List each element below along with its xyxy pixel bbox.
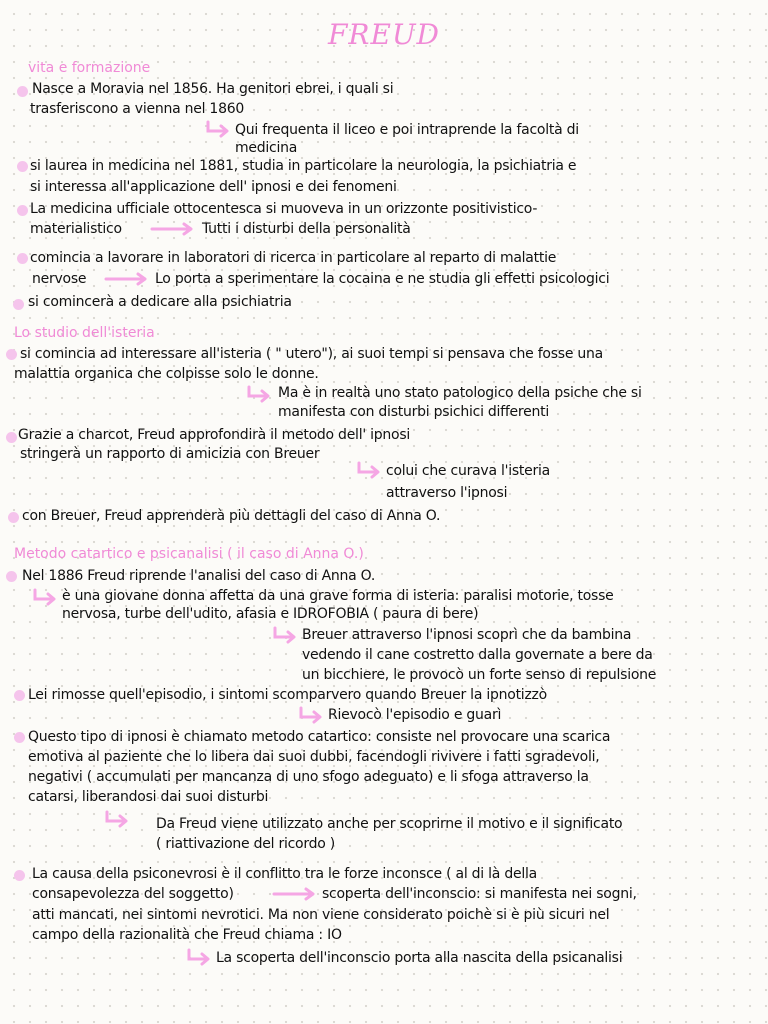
text-line: Qui frequenta il liceo e poi intraprende la facoltà di <box>235 122 579 138</box>
section-heading-vita-formazione: vita e formazione <box>28 60 151 76</box>
bullet-icon <box>17 86 28 97</box>
text-line: malattia organica che colpisse solo le donne. <box>14 366 319 382</box>
bullet-icon <box>13 299 24 310</box>
text-line: nervosa, turbe dell'udito, afasia e IDROFOBIA ( paura di bere) <box>62 606 479 622</box>
text-line: si comincia ad interessare all'isteria ( " utero"), ai suoi tempi si pensava che fosse una <box>20 346 603 362</box>
bullet-icon <box>14 690 25 701</box>
arrow-return-icon <box>246 385 272 403</box>
text-line: catarsi, liberandosi dai suoi disturbi <box>28 789 269 805</box>
text-line: Questo tipo di ipnosi è chiamato metodo catartico: consiste nel provocare una scarica <box>28 729 611 745</box>
bullet-icon <box>17 161 28 172</box>
arrow-return-icon <box>186 948 212 966</box>
bullet-icon <box>6 432 17 443</box>
arrow-return-icon <box>272 626 298 644</box>
arrow-return-icon <box>32 588 58 606</box>
text-line: nervose <box>32 271 87 287</box>
text-line: emotiva al paziente che lo libera dai suoi dubbi, facendogli rivivere i fatti sgradevoli, <box>28 749 600 765</box>
text-line: Lo porta a sperimentare la cocaina e ne studia gli effetti psicologici <box>155 271 610 287</box>
text-line: è una giovane donna affetta da una grave forma di isteria: paralisi motorie, tosse <box>62 588 614 604</box>
text-line: Tutti i disturbi della personalità <box>202 221 411 237</box>
text-line: Rievocò l'episodio e guarì <box>328 707 502 723</box>
text-line: atti mancati, nei sintomi nevrotici. Ma non viene considerato poichè si è più sicuri nel <box>32 907 610 923</box>
section-heading-studio-isteria: Lo studio dell'isteria <box>14 325 155 341</box>
bullet-icon <box>17 253 28 264</box>
arrow-return-icon <box>356 461 382 479</box>
section-heading-metodo-catartico: Metodo catartico e psicanalisi ( il caso di Anna O.) <box>14 546 364 562</box>
text-line: medicina <box>235 140 298 156</box>
arrow-return-icon <box>205 120 231 138</box>
arrow-right-icon <box>104 272 150 286</box>
text-line: comincia a lavorare in laboratori di ricerca in particolare al reparto di malattie <box>30 250 557 266</box>
text-line: scoperta dell'inconscio: si manifesta nei sogni, <box>322 886 637 902</box>
text-line: Grazie a charcot, Freud approfondirà il metodo dell' ipnosi <box>18 427 411 443</box>
text-line: Lei rimosse quell'episodio, i sintomi scomparvero quando Breuer la ipnotizzò <box>28 687 547 703</box>
text-line: si comincerà a dedicare alla psichiatria <box>28 294 292 310</box>
bullet-icon <box>17 205 28 216</box>
text-line: colui che curava l'isteria <box>386 463 550 479</box>
text-line: Ma è in realtà uno stato patologico della psiche che si <box>278 385 642 401</box>
text-line: ( riattivazione del ricordo ) <box>156 836 335 852</box>
bullet-icon <box>14 732 25 743</box>
bullet-icon <box>6 571 17 582</box>
text-line: vedendo il cane costretto dalla governate a bere da <box>302 647 653 663</box>
text-line: Da Freud viene utilizzato anche per scoprirne il motivo e il significato <box>156 816 623 832</box>
text-line: trasferiscono a vienna nel 1860 <box>30 101 245 117</box>
text-line: con Breuer, Freud apprenderà più dettagli del caso di Anna O. <box>22 508 441 524</box>
text-line: Nel 1886 Freud riprende l'analisi del caso di Anna O. <box>22 568 376 584</box>
text-line: campo della razionalità che Freud chiama : IO <box>32 927 342 943</box>
text-line: stringerà un rapporto di amicizia con Breuer <box>20 446 320 462</box>
text-line: si interessa all'applicazione dell' ipnosi e dei fenomeni <box>30 179 397 195</box>
text-line: materialistico <box>30 221 122 237</box>
page-title: FREUD <box>328 18 440 51</box>
arrow-return-icon <box>104 810 130 828</box>
text-line: Nasce a Moravia nel 1856. Ha genitori ebrei, i quali si <box>32 81 394 97</box>
text-line: attraverso l'ipnosi <box>386 485 508 501</box>
text-line: un bicchiere, le provocò un forte senso di repulsione <box>302 667 657 683</box>
arrow-right-icon <box>150 222 196 236</box>
text-line: Breuer attraverso l'ipnosi scoprì che da bambina <box>302 627 632 643</box>
text-line: consapevolezza del soggetto) <box>32 886 234 902</box>
text-line: La medicina ufficiale ottocentesca si muoveva in un orizzonte positivistico- <box>30 201 538 217</box>
text-line: si laurea in medicina nel 1881, studia in particolare la neurologia, la psichiatria e <box>30 158 577 174</box>
text-line: La scoperta dell'inconscio porta alla nascita della psicanalisi <box>216 950 623 966</box>
arrow-return-icon <box>298 706 324 724</box>
text-line: negativi ( accumulati per mancanza di uno sfogo adeguato) e li sfoga attraverso la <box>28 769 589 785</box>
bullet-icon <box>8 512 19 523</box>
text-line: La causa della psiconevrosi è il conflitto tra le forze inconsce ( al di là della <box>32 866 537 882</box>
arrow-right-icon <box>272 887 318 901</box>
text-line: manifesta con disturbi psichici differenti <box>278 404 549 420</box>
bullet-icon <box>6 349 17 360</box>
bullet-icon <box>14 870 25 881</box>
